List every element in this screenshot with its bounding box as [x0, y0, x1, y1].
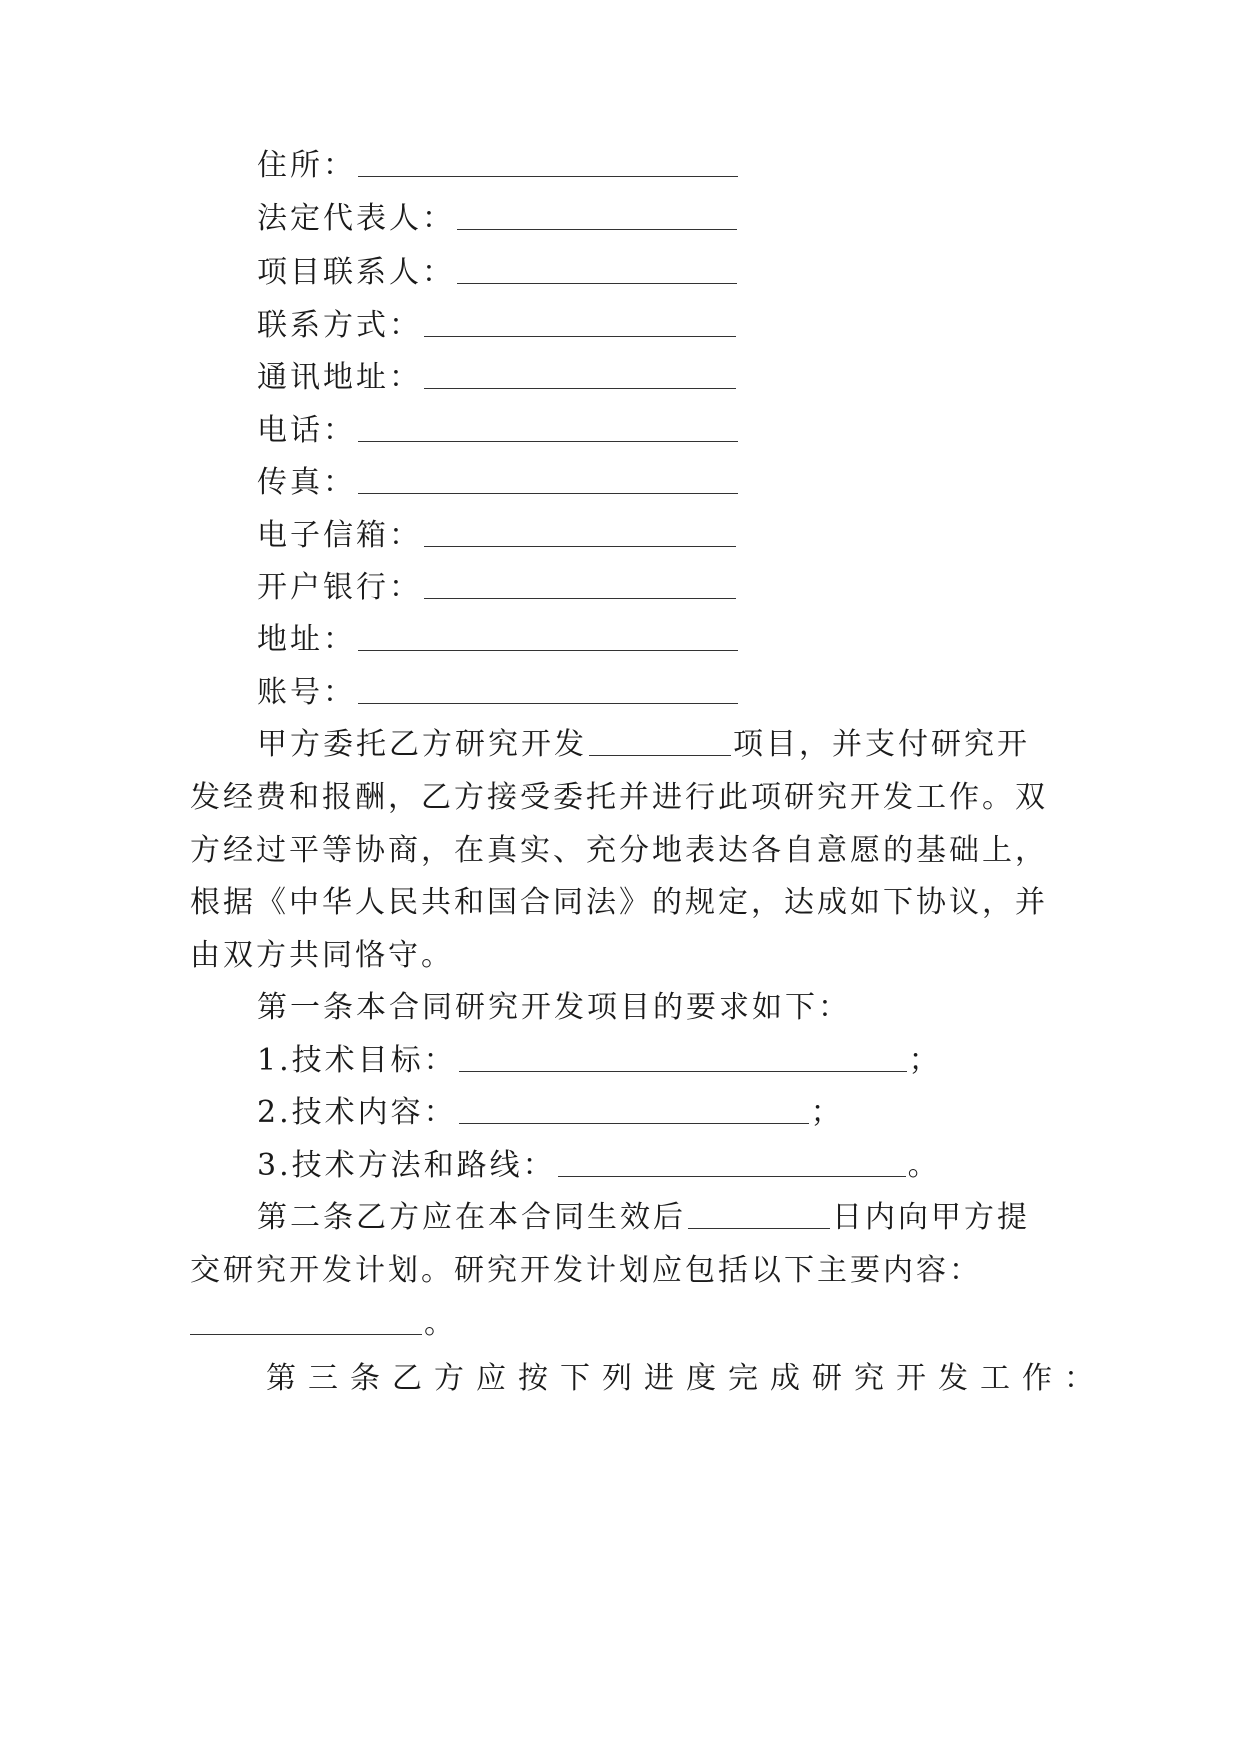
item-label: 2.技术内容： [257, 1095, 457, 1130]
intro-line-4: 根据《中华人民共和国合同法》的规定，达成如下协议，并 [190, 885, 1048, 920]
fill-blank [190, 1304, 422, 1335]
fill-blank [688, 1198, 830, 1229]
fill-blank [424, 568, 736, 599]
field-bank [257, 566, 1117, 610]
field-label: 开户银行： [257, 570, 422, 605]
article-1-heading: 第一条本合同研究开发项目的要求如下： [257, 990, 851, 1025]
field-label: 地址： [257, 622, 356, 657]
intro-line-2: 发经费和报酬，乙方接受委托并进行此项研究开发工作。双 [190, 780, 1048, 815]
fill-blank [457, 253, 737, 284]
field-phone [257, 409, 1117, 453]
field-label: 电话： [257, 413, 356, 448]
intro-line-5: 由双方共同恪守。 [190, 938, 454, 973]
fill-blank [424, 358, 736, 389]
field-label: 账号： [257, 675, 356, 710]
fill-blank [558, 1146, 906, 1177]
fill-blank [424, 516, 736, 547]
article-2-line-1 [257, 1196, 1117, 1240]
fill-blank [358, 411, 738, 442]
field-bank-address [257, 618, 1117, 662]
article-1-item-3 [257, 1144, 1117, 1188]
fill-blank [459, 1093, 809, 1124]
field-contact-method [257, 304, 1117, 348]
item-end: 。 [907, 1148, 941, 1183]
fill-blank [358, 146, 738, 177]
field-project-contact [257, 251, 1117, 295]
field-label: 传真： [257, 465, 356, 500]
field-account [257, 671, 1117, 715]
intro-text: 项目，并支付研究开 [733, 727, 1030, 762]
intro-line-3: 方经过平等协商，在真实、充分地表达各自意愿的基础上， [190, 833, 1048, 868]
fill-blank [358, 673, 738, 704]
article-3-heading: 第三条乙方应按下列进度完成研究开发工作： [266, 1361, 1106, 1396]
intro-line-1 [257, 723, 1117, 767]
field-address [257, 144, 1117, 188]
intro-text: 甲方委托乙方研究开发 [257, 727, 587, 762]
item-label: 1.技术目标： [257, 1043, 457, 1078]
article-text: 第二条乙方应在本合同生效后 [257, 1200, 686, 1235]
fill-blank [459, 1041, 907, 1072]
fill-blank [589, 725, 731, 756]
article-1-item-1 [257, 1039, 1117, 1083]
article-2-line-3 [190, 1302, 1050, 1346]
field-email [257, 514, 1117, 558]
fill-blank [358, 620, 738, 651]
field-mailing-address [257, 356, 1117, 400]
item-end: ； [908, 1043, 942, 1078]
field-fax [257, 461, 1117, 505]
field-label: 项目联系人： [257, 255, 455, 290]
article-text: 日内向甲方提 [832, 1200, 1030, 1235]
article-1-item-2 [257, 1091, 1117, 1135]
fill-blank [457, 199, 737, 230]
field-label: 法定代表人： [257, 201, 455, 236]
article-2-line-2: 交研究开发计划。研究开发计划应包括以下主要内容： [190, 1253, 982, 1288]
field-label: 通讯地址： [257, 360, 422, 395]
field-label: 住所： [257, 148, 356, 183]
article-end: 。 [424, 1306, 457, 1341]
fill-blank [358, 463, 738, 494]
item-end: ； [810, 1095, 844, 1130]
item-label: 3.技术方法和路线： [257, 1148, 556, 1183]
field-legal-representative [257, 197, 1117, 241]
fill-blank [424, 306, 736, 337]
field-label: 联系方式： [257, 308, 422, 343]
field-label: 电子信箱： [257, 518, 422, 553]
